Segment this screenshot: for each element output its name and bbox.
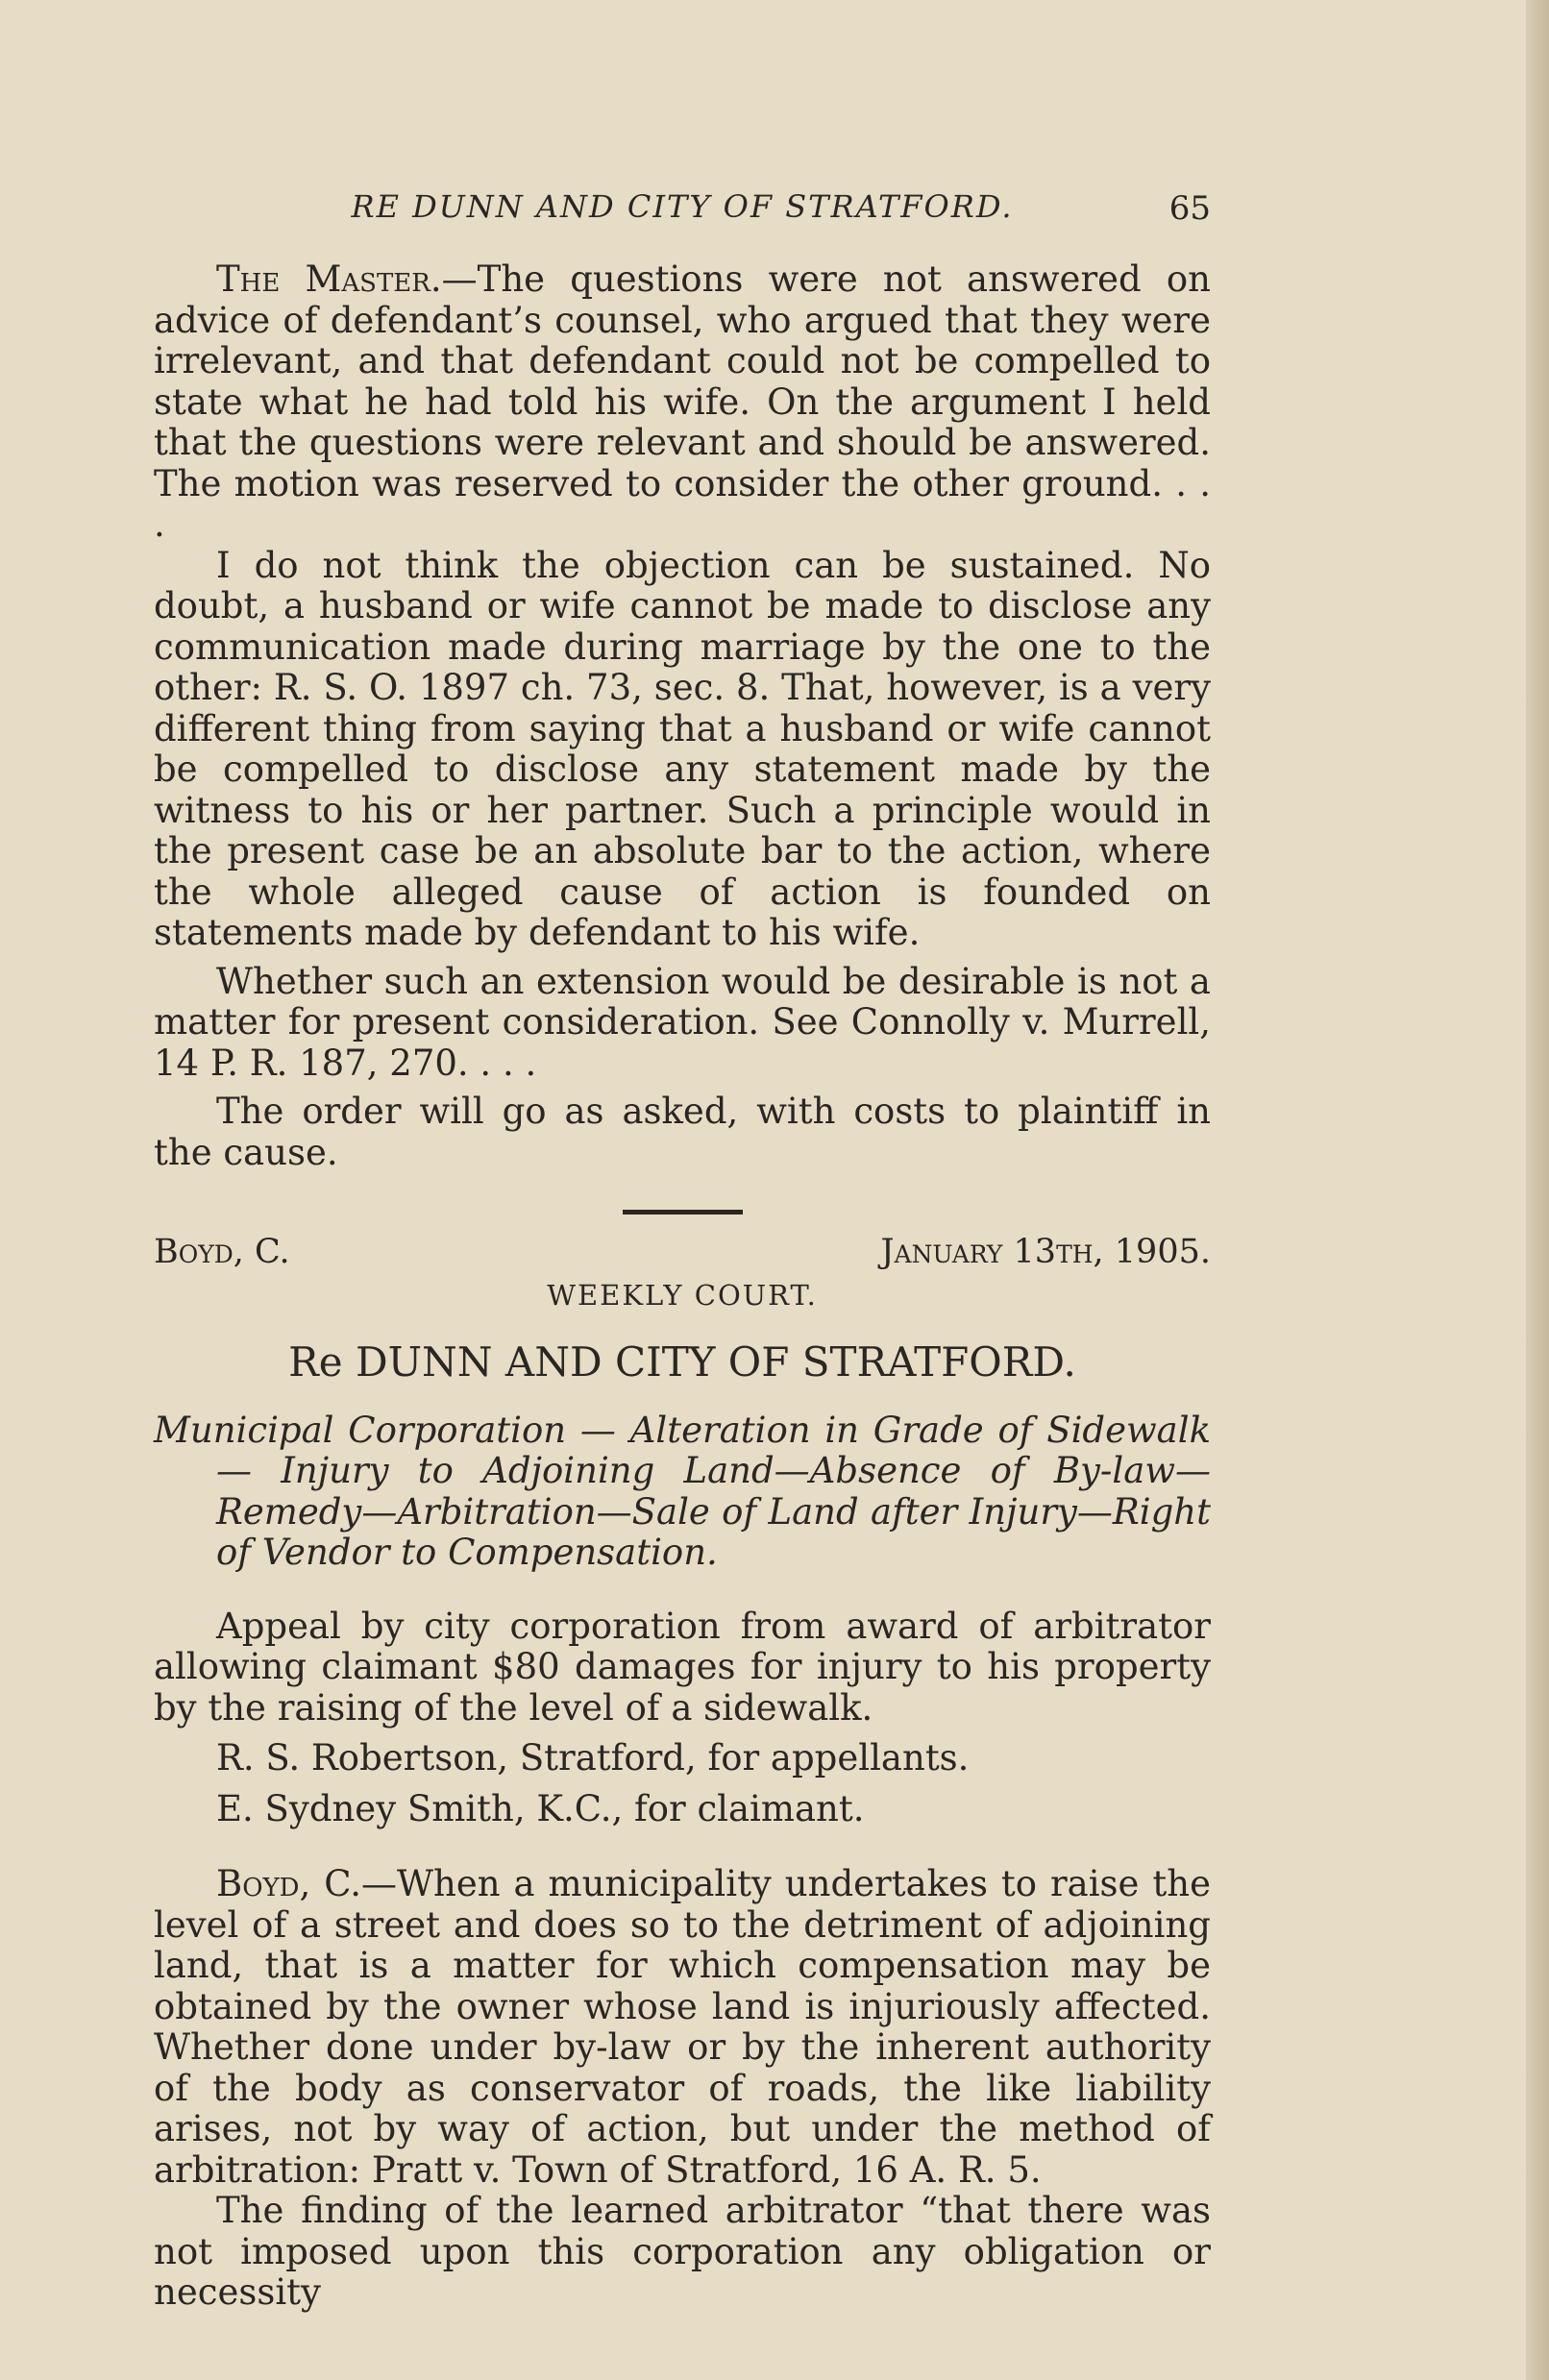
appeal-statement: Appeal by city corporation from award of arbitrator allowing claimant $80 damages for injury to his property by the raising of the level of a sidewalk. [154, 1605, 1211, 1729]
paragraph-order: The order will go as asked, with costs to plaintiff in the cause. [154, 1091, 1211, 1173]
case-judge-date-line [154, 1232, 1211, 1273]
paragraph-extension: Whether such an extension would be desirable is not a matter for present consideration. See Connolly v. Murrell, 14 P. R. 187, 270. . . . [154, 960, 1211, 1084]
running-head [154, 183, 1211, 240]
judgment-paragraph-2: The finding of the learned arbitrator “that there was not imposed upon this corporation any obligation or necessity [154, 2190, 1211, 2313]
speaker-master: The Master. [216, 258, 442, 300]
paragraph-master-text: —The questions were not answered on advice of defendant’s counsel, who argued that they were irrelevant, and that defendant could not be compelled to state what he had told his wife. On the argument I held that the questions were relevant and should be answered. The motion was reserved to consider the other ground. . . . [154, 258, 1211, 545]
paragraph-objection: I do not think the objection can be sustained. No doubt, a husband or wife cannot be made to disclose any communication made during marriage by the one to the other: R. S. O. 1897 ch. 73, sec. 8. That, however, is a very different thing from saying that a husband or wife cannot be compelled to disclose any statement made by the witness to his or her partner. Such a principle would in the present case be an absolute bar to the action, where the whole alleged cause of action is founded on statements made by defendant to his wife. [154, 544, 1211, 953]
judgment-speaker: Boyd, C. [216, 1863, 361, 1904]
running-title: RE DUNN AND CITY OF STRATFORD. [351, 188, 1014, 225]
headnote: Municipal Corporation — Alteration in Grade of Sidewalk — Injury to Adjoining Land—Absence of By-law—Remedy—Arbitration—Sale of Land after Injury—Right of Vendor to Compensation. [154, 1409, 1211, 1573]
section-divider [623, 1210, 743, 1215]
judgment-paragraph-1 [154, 1864, 1211, 2191]
paragraph-master [154, 259, 1211, 546]
case-title: Re DUNN AND CITY OF STRATFORD. [288, 1338, 1076, 1386]
judgment-paragraph-1-text: —When a municipality undertakes to raise the level of a street and does so to the detriment of adjoining land, that is a matter for which compensation may be obtained by the owner whose land is injuriously affected. Whether done under by-law or by the inherent authority of the body as conservator of roads, the like liability arises, not by way of action, but under the method of arbitration: Pratt v. Town of Stratford, 16 A. R. 5. [154, 1863, 1211, 2191]
case-date: January 13th, 1905. [880, 1233, 1211, 1271]
court-name: WEEKLY COURT. [547, 1278, 818, 1312]
page-number: 65 [1168, 189, 1211, 228]
page-edge-shadow [1526, 0, 1549, 2380]
counsel-appellants: R. S. Robertson, Stratford, for appellants. [216, 1737, 970, 1779]
case-judge: Boyd, C. [154, 1233, 290, 1271]
book-page [154, 183, 1211, 2314]
counsel-claimant: E. Sydney Smith, K.C., for claimant. [216, 1787, 865, 1829]
